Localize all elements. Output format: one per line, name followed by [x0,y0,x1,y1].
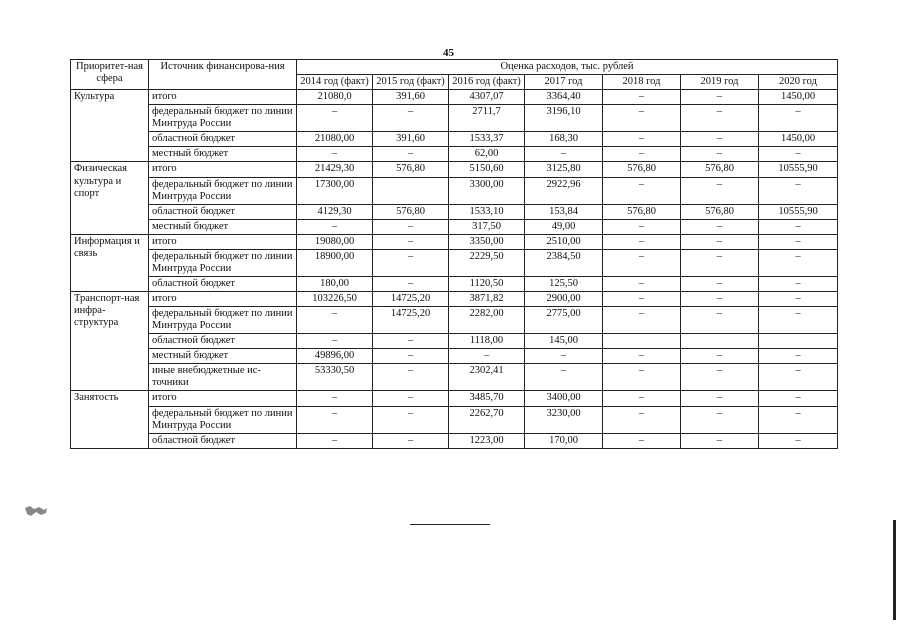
value-cell: – [681,105,759,132]
value-cell: – [603,292,681,307]
value-cell: – [759,307,838,334]
table-row [71,292,838,307]
value-cell: – [681,132,759,147]
value-cell: 14725,20 [373,307,449,334]
value-cell: – [603,276,681,291]
value-cell: 18900,00 [297,249,373,276]
value-cell: – [681,364,759,391]
value-cell: 2510,00 [525,234,603,249]
source-cell: итого [149,90,297,105]
value-cell: 125,50 [525,276,603,291]
value-cell: 576,80 [681,204,759,219]
value-cell: 10555,90 [759,204,838,219]
value-cell: 2282,00 [449,307,525,334]
value-cell: – [373,433,449,448]
value-cell: – [603,433,681,448]
value-cell: 1450,00 [759,132,838,147]
value-cell: – [297,391,373,406]
value-cell: – [603,147,681,162]
value-cell: – [525,364,603,391]
value-cell: – [373,334,449,349]
value-cell: – [373,364,449,391]
value-cell: 2302,41 [449,364,525,391]
value-cell: – [681,177,759,204]
value-cell: 2775,00 [525,307,603,334]
source-cell: итого [149,391,297,406]
value-cell: 1450,00 [759,90,838,105]
value-cell: – [681,219,759,234]
value-cell: – [759,391,838,406]
value-cell: 10555,90 [759,162,838,177]
value-cell [603,334,681,349]
value-cell: 4307,07 [449,90,525,105]
value-cell: – [681,391,759,406]
value-cell: 3350,00 [449,234,525,249]
value-cell: 168,30 [525,132,603,147]
value-cell: 1533,10 [449,204,525,219]
value-cell: – [603,234,681,249]
table-row [71,177,838,204]
source-cell: областной бюджет [149,204,297,219]
value-cell: 2229,50 [449,249,525,276]
value-cell: – [681,249,759,276]
footer-divider [410,524,490,525]
table-header [71,60,838,90]
value-cell: 180,00 [297,276,373,291]
value-cell: – [759,276,838,291]
value-cell: 4129,30 [297,204,373,219]
table-row [71,147,838,162]
sphere-cell: Физическая культура и спорт [71,162,149,234]
source-cell: федеральный бюджет по линии Минтруда России [149,307,297,334]
value-cell: – [759,406,838,433]
sphere-cell: Транспорт-ная инфра-структура [71,292,149,391]
value-cell: 2900,00 [525,292,603,307]
value-cell: 3485,70 [449,391,525,406]
value-cell: 19080,00 [297,234,373,249]
value-cell: – [603,349,681,364]
source-cell: областной бюджет [149,276,297,291]
value-cell: – [681,307,759,334]
header-source: Источник финансирова-ния [149,60,297,90]
source-cell: областной бюджет [149,132,297,147]
header-year: 2017 год [525,75,603,90]
source-cell: местный бюджет [149,147,297,162]
value-cell: – [373,406,449,433]
value-cell: – [603,105,681,132]
value-cell: 576,80 [603,204,681,219]
value-cell: – [759,433,838,448]
value-cell [373,177,449,204]
value-cell: 5150,60 [449,162,525,177]
value-cell [681,334,759,349]
value-cell: 2711,7 [449,105,525,132]
value-cell: – [759,249,838,276]
value-cell: – [297,219,373,234]
value-cell: – [373,219,449,234]
value-cell: 145,00 [525,334,603,349]
value-cell: – [759,349,838,364]
header-year: 2018 год [603,75,681,90]
value-cell: – [603,391,681,406]
sphere-cell: Информация и связь [71,234,149,291]
value-cell: 3125,80 [525,162,603,177]
value-cell: 53330,50 [297,364,373,391]
table-row [71,204,838,219]
value-cell: 49896,00 [297,349,373,364]
value-cell: – [373,105,449,132]
value-cell: 3364,40 [525,90,603,105]
value-cell: 2922,96 [525,177,603,204]
header-estimate: Оценка расходов, тыс. рублей [297,60,838,75]
value-cell: 1223,00 [449,433,525,448]
value-cell: – [449,349,525,364]
scan-stamp-mark [24,504,48,516]
value-cell: – [373,276,449,291]
value-cell: – [297,307,373,334]
table-row [71,234,838,249]
table-row [71,334,838,349]
value-cell: – [603,132,681,147]
value-cell: 3400,00 [525,391,603,406]
value-cell: 3300,00 [449,177,525,204]
value-cell: – [297,105,373,132]
value-cell: 2262,70 [449,406,525,433]
value-cell: – [373,391,449,406]
value-cell: 1533,37 [449,132,525,147]
source-cell: итого [149,234,297,249]
value-cell: – [681,406,759,433]
value-cell: – [759,147,838,162]
table-row [71,219,838,234]
header-year: 2016 год (факт) [449,75,525,90]
value-cell: 317,50 [449,219,525,234]
value-cell: – [681,433,759,448]
table-row [71,249,838,276]
value-cell: 1120,50 [449,276,525,291]
value-cell: – [373,349,449,364]
value-cell: 3196,10 [525,105,603,132]
table-row [71,105,838,132]
table-row [71,162,838,177]
value-cell: 2384,50 [525,249,603,276]
source-cell: федеральный бюджет по линии Минтруда России [149,105,297,132]
value-cell: 391,60 [373,90,449,105]
table-row [71,433,838,448]
value-cell: – [681,234,759,249]
source-cell: федеральный бюджет по линии Минтруда России [149,177,297,204]
value-cell: – [681,90,759,105]
value-cell: 170,00 [525,433,603,448]
table-row [71,307,838,334]
value-cell: – [297,433,373,448]
table-row [71,406,838,433]
value-cell: – [759,219,838,234]
source-cell: федеральный бюджет по линии Минтруда России [149,406,297,433]
table-body [71,90,838,449]
value-cell: 49,00 [525,219,603,234]
value-cell: – [681,147,759,162]
value-cell: – [373,249,449,276]
value-cell: 576,80 [681,162,759,177]
value-cell: – [603,406,681,433]
sphere-cell: Культура [71,90,149,162]
source-cell: местный бюджет [149,219,297,234]
header-year: 2019 год [681,75,759,90]
value-cell: – [373,147,449,162]
value-cell: 153,84 [525,204,603,219]
value-cell: – [759,292,838,307]
source-cell: итого [149,162,297,177]
source-cell: федеральный бюджет по линии Минтруда России [149,249,297,276]
value-cell: – [759,364,838,391]
value-cell: 62,00 [449,147,525,162]
source-cell: итого [149,292,297,307]
table-row [71,391,838,406]
value-cell: 21080,0 [297,90,373,105]
value-cell: 17300,00 [297,177,373,204]
table-row [71,132,838,147]
value-cell: – [681,349,759,364]
value-cell: 3871,82 [449,292,525,307]
value-cell: – [759,234,838,249]
table-row [71,90,838,105]
value-cell: – [297,147,373,162]
header-year: 2014 год (факт) [297,75,373,90]
table-row [71,276,838,291]
source-cell: областной бюджет [149,334,297,349]
page-edge-line [893,520,896,620]
value-cell: – [603,249,681,276]
value-cell: 1118,00 [449,334,525,349]
value-cell: – [525,349,603,364]
budget-table [70,59,838,449]
value-cell: – [603,177,681,204]
value-cell: 21429,30 [297,162,373,177]
header-year: 2020 год [759,75,838,90]
value-cell: – [681,292,759,307]
value-cell: – [373,234,449,249]
value-cell: 576,80 [603,162,681,177]
value-cell: 3230,00 [525,406,603,433]
header-sphere: Приоритет-ная сфера [71,60,149,90]
value-cell: – [603,307,681,334]
value-cell: – [603,90,681,105]
sphere-cell: Занятость [71,391,149,448]
source-cell: областной бюджет [149,433,297,448]
source-cell: иные внебюджетные ис-точники [149,364,297,391]
value-cell: 576,80 [373,204,449,219]
page-number: 45 [443,47,454,59]
value-cell: – [759,177,838,204]
value-cell: – [603,219,681,234]
table-row [71,364,838,391]
source-cell: местный бюджет [149,349,297,364]
value-cell: 103226,50 [297,292,373,307]
table-row [71,349,838,364]
value-cell: 14725,20 [373,292,449,307]
value-cell: – [297,406,373,433]
value-cell: 391,60 [373,132,449,147]
value-cell [759,334,838,349]
value-cell: – [297,334,373,349]
value-cell: – [759,105,838,132]
value-cell: 21080,00 [297,132,373,147]
value-cell: – [681,276,759,291]
header-year: 2015 год (факт) [373,75,449,90]
value-cell: 576,80 [373,162,449,177]
value-cell: – [525,147,603,162]
value-cell: – [603,364,681,391]
